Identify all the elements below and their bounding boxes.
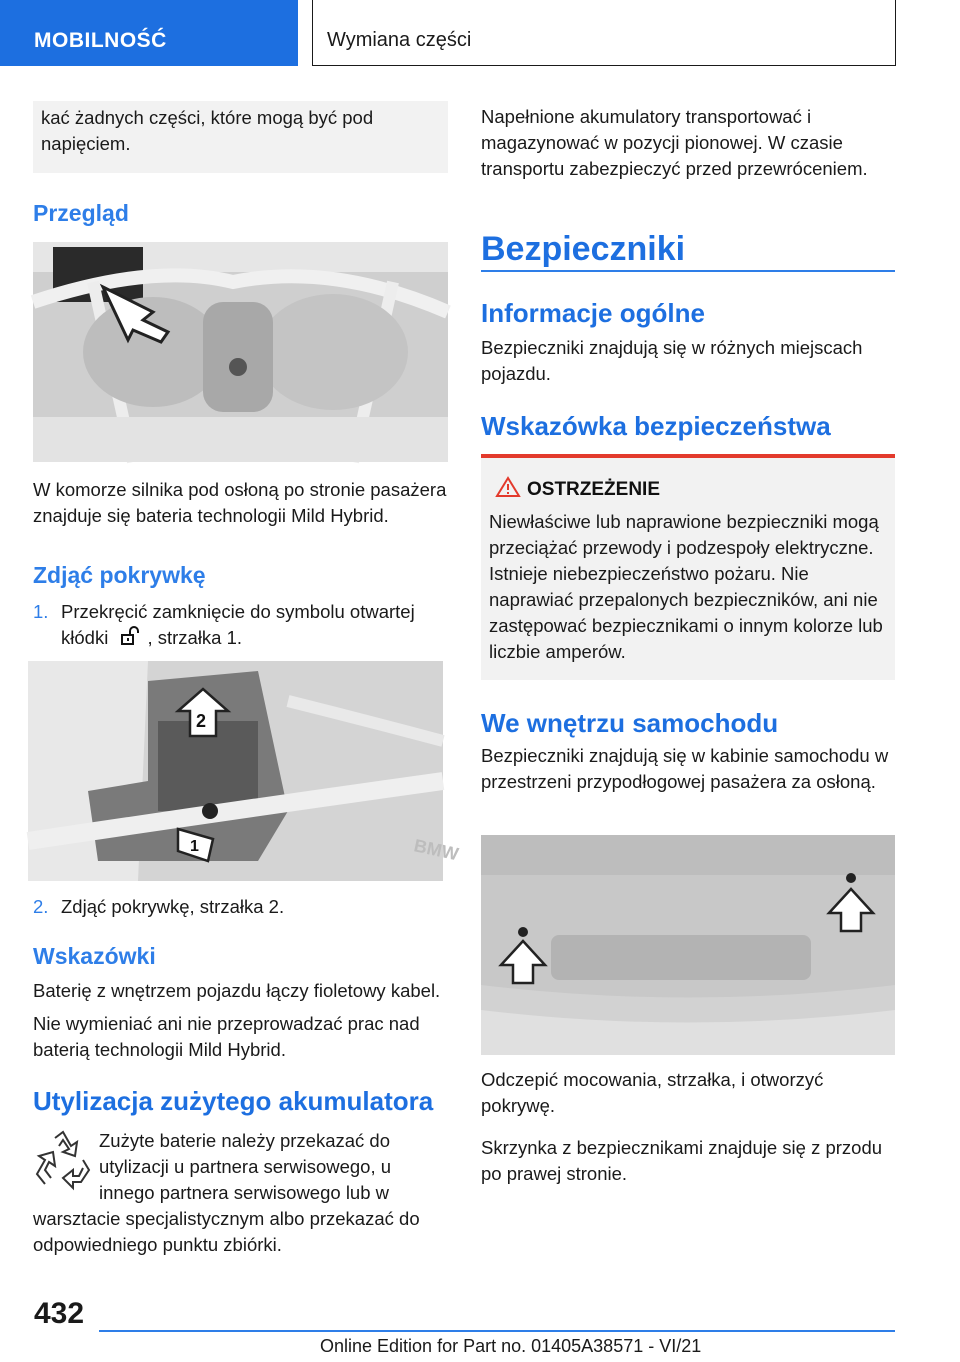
general-text: Bezpieczniki znajdują się w różnych miejscach pojazdu. (481, 337, 863, 384)
step-1 (33, 599, 448, 653)
page-header (0, 0, 960, 66)
edition-text: Online Edition for Part no. 01405A38571 - VI/21 (320, 1336, 702, 1356)
interior-photo (481, 835, 895, 1055)
footer-rule (99, 1330, 895, 1332)
chapter-title: Wymiana części (312, 0, 896, 66)
overview-heading: Przegląd (33, 200, 129, 226)
disposal-text: Zużyte baterie należy przekazać do utylizacji u partnera serwisowego, u innego partnera serwisowego lub w warsztacie specjalistycznym albo przekazać do odpowiedniego punktu zbiórki. (33, 1130, 420, 1255)
recycle-icon (33, 1128, 97, 1198)
intro-text: kać żadnych części, które mogą być pod napięciem. (41, 107, 374, 154)
fuse-box-text: Skrzynka z bezpiecznikami znajduje się z przodu po prawej stronie. (481, 1137, 883, 1184)
arrow-1-label: 1 (190, 838, 199, 855)
heading-rule (481, 270, 895, 272)
cover-heading: Zdjąć pokrywkę (33, 562, 206, 588)
arrow-2-label: 2 (196, 711, 207, 731)
general-heading: Informacje ogólne (481, 298, 705, 328)
note-2: Nie wymieniać ani nie przeprowadzać prac nad baterią technologii Mild Hybrid. (33, 1013, 420, 1060)
fuses-heading: Bezpieczniki (481, 230, 686, 268)
cover-photo (28, 661, 461, 881)
step-number: 1. (33, 601, 49, 622)
step-2 (33, 894, 448, 920)
brand-mark: BMW (412, 835, 461, 865)
note-1: Baterię z wnętrzem pojazdu łączy fioletowy kabel. (33, 980, 441, 1001)
notes-heading: Wskazówki (33, 943, 156, 969)
warning-box (481, 454, 895, 680)
disposal-heading: Utylizacja zużytego akumulatora (33, 1086, 434, 1116)
engine-bay-photo (33, 242, 448, 462)
overview-text: W komorze silnika pod osłoną po stronie pasażera znajduje się bateria technologii Mild Hybrid. (33, 479, 447, 526)
intro-box (33, 101, 448, 173)
safety-heading: Wskazówka bezpieczeństwa (481, 411, 831, 441)
padlock-open-icon (113, 626, 147, 653)
step-text: Zdjąć pokrywkę, strzałka 2. (61, 896, 285, 917)
detach-text: Odczepić mocowania, strzałka, i otworzyć pokrywę. (481, 1069, 824, 1116)
section-tab: MOBILNOŚĆ (0, 0, 298, 66)
step-number: 2. (33, 896, 49, 917)
warning-title: OSTRZEŻENIE (527, 478, 661, 500)
engine-bay-illustration (33, 242, 448, 462)
transport-text: Napełnione akumulatory transportować i magazynować w pozycji pionowej. W czasie transportu zabezpieczyć przed przewróceniem. (481, 106, 868, 179)
interior-heading: We wnętrzu samochodu (481, 708, 779, 738)
step-text: Przekręcić zamknięcie do symbolu otwartej kłódki , strzałka 1. (33, 599, 448, 653)
disposal-block (33, 1128, 448, 1258)
interior-text: Bezpieczniki znajdują się w kabinie samochodu w przestrzeni przypodłogowej pasażera za osłoną. (481, 745, 889, 792)
warning-triangle-icon (489, 476, 527, 503)
page-number: 432 (34, 1297, 85, 1330)
warning-text: Niewłaściwe lub naprawione bezpieczniki mogą przeciążać przewody i podzespoły elektryczne. Istnieje niebezpieczeństwo pożaru. Nie naprawiać przepalonych bezpieczników, ani nie zastępować bezpiecznikami o innym kolorze lub liczbie amperów. (489, 511, 883, 662)
warning-header (489, 476, 887, 503)
